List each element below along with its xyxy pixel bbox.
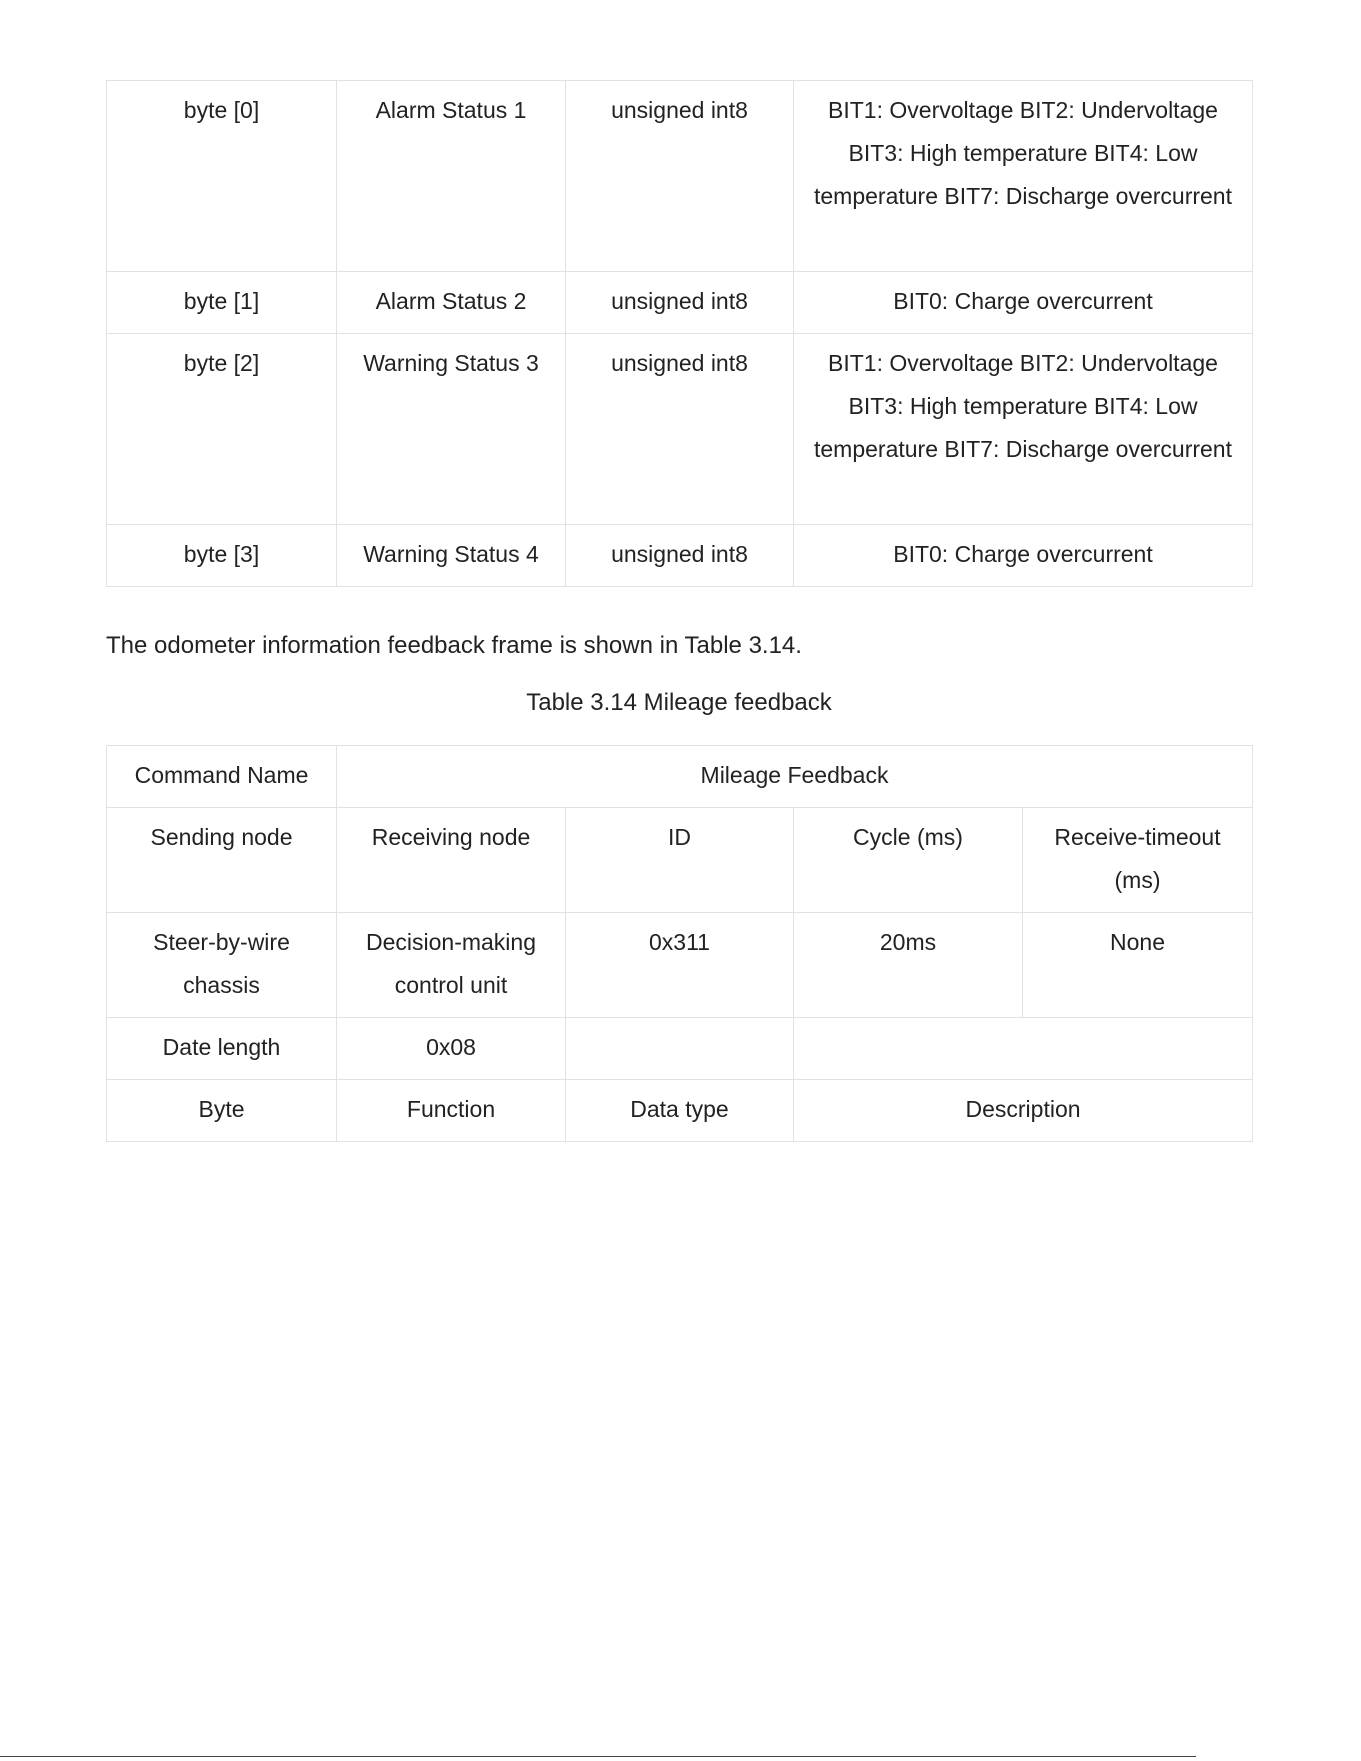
header-row bbox=[107, 808, 1253, 913]
value-receive-timeout: None bbox=[1023, 913, 1253, 1018]
column-description: Description bbox=[794, 1080, 1253, 1142]
value-id: 0x311 bbox=[566, 913, 794, 1018]
header-cycle: Cycle (ms) bbox=[794, 808, 1023, 913]
description-cell: BIT1: Overvoltage BIT2: Undervoltage BIT3: High temperature BIT4: Low temperature BIT7: Discharge overcurrent bbox=[794, 334, 1253, 525]
table-row bbox=[107, 334, 1253, 525]
empty-cell bbox=[794, 1018, 1253, 1080]
date-length-value: 0x08 bbox=[337, 1018, 566, 1080]
header-sending-node: Sending node bbox=[107, 808, 337, 913]
function-cell: Warning Status 4 bbox=[337, 525, 566, 587]
data-type-cell: unsigned int8 bbox=[566, 334, 794, 525]
command-name-value: Mileage Feedback bbox=[337, 746, 1253, 808]
byte-cell: byte [3] bbox=[107, 525, 337, 587]
table-row bbox=[107, 525, 1253, 587]
header-id: ID bbox=[566, 808, 794, 913]
table-row bbox=[107, 81, 1253, 272]
column-function: Function bbox=[337, 1080, 566, 1142]
data-type-cell: unsigned int8 bbox=[566, 81, 794, 272]
byte-cell: byte [1] bbox=[107, 272, 337, 334]
column-byte: Byte bbox=[107, 1080, 337, 1142]
mileage-table bbox=[106, 745, 1253, 1142]
description-cell: BIT0: Charge overcurrent bbox=[794, 525, 1253, 587]
data-type-cell: unsigned int8 bbox=[566, 525, 794, 587]
function-cell: Alarm Status 1 bbox=[337, 81, 566, 272]
function-cell: Alarm Status 2 bbox=[337, 272, 566, 334]
description-cell: BIT1: Overvoltage BIT2: Undervoltage BIT3: High temperature BIT4: Low temperature BIT7: Discharge overcurrent bbox=[794, 81, 1253, 272]
value-receiving-node: Decision-making control unit bbox=[337, 913, 566, 1018]
footer-divider bbox=[0, 1756, 1196, 1757]
status-table bbox=[106, 80, 1253, 587]
column-header-row bbox=[107, 1080, 1253, 1142]
table-row bbox=[107, 272, 1253, 334]
byte-cell: byte [2] bbox=[107, 334, 337, 525]
function-cell: Warning Status 3 bbox=[337, 334, 566, 525]
page bbox=[106, 80, 1252, 1142]
command-name-row bbox=[107, 746, 1253, 808]
header-receive-timeout: Receive-timeout (ms) bbox=[1023, 808, 1253, 913]
data-type-cell: unsigned int8 bbox=[566, 272, 794, 334]
value-sending-node: Steer-by-wire chassis bbox=[107, 913, 337, 1018]
column-data-type: Data type bbox=[566, 1080, 794, 1142]
byte-cell: byte [0] bbox=[107, 81, 337, 272]
intro-paragraph: The odometer information feedback frame is shown in Table 3.14. bbox=[106, 632, 802, 659]
command-name-label: Command Name bbox=[107, 746, 337, 808]
values-row bbox=[107, 913, 1253, 1018]
date-length-label: Date length bbox=[107, 1018, 337, 1080]
value-cycle: 20ms bbox=[794, 913, 1023, 1018]
date-length-row bbox=[107, 1018, 1253, 1080]
description-cell: BIT0: Charge overcurrent bbox=[794, 272, 1253, 334]
header-receiving-node: Receiving node bbox=[337, 808, 566, 913]
table-caption: Table 3.14 Mileage feedback bbox=[526, 689, 832, 716]
empty-cell bbox=[566, 1018, 794, 1080]
